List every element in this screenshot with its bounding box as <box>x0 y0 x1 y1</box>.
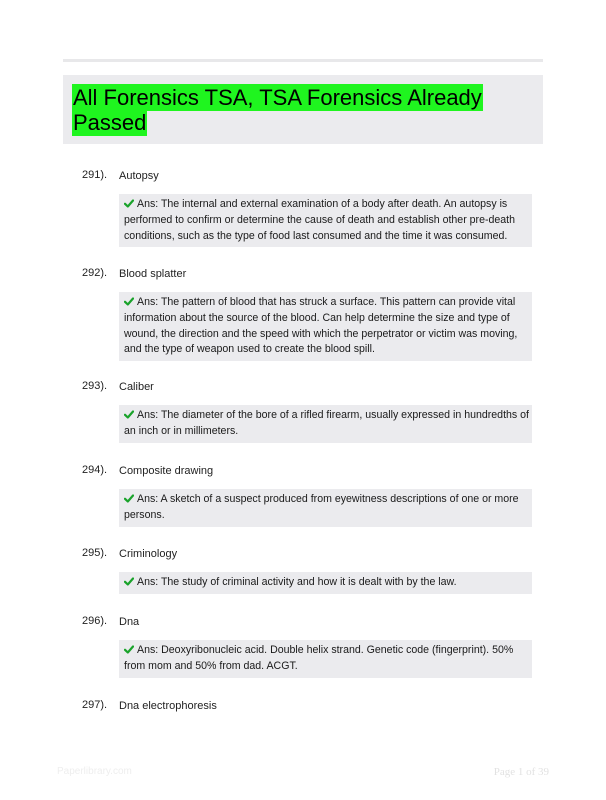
top-divider <box>63 59 543 62</box>
question-term: Criminology <box>119 548 178 560</box>
question-number: 294). <box>82 464 108 476</box>
question-number: 296). <box>82 615 108 627</box>
question-item <box>82 168 534 242</box>
question-term: Dna <box>119 616 140 628</box>
question-term: Dna electrophoresis <box>119 700 217 712</box>
checkmark-icon <box>124 199 134 208</box>
answer-text: Ans: Deoxyribonucleic acid. Double helix strand. Genetic code (fingerprint). 50% from mom and 50% from dad. ACGT. <box>124 644 514 672</box>
question-number: 292). <box>82 267 108 279</box>
page-title: All Forensics TSA, TSA Forensics Already Passed <box>73 85 482 135</box>
answer-text: Ans: The diameter of the bore of a rifled firearm, usually expressed in hundredths of an inch or in millimeters. <box>124 409 529 437</box>
checkmark-icon <box>124 577 134 586</box>
question-item <box>82 266 534 356</box>
question-number: 293). <box>82 380 108 392</box>
question-number: 291). <box>82 169 108 181</box>
question-item <box>82 546 534 588</box>
question-item <box>82 379 534 437</box>
question-item <box>82 698 534 716</box>
answer-box <box>119 640 532 678</box>
answer-box <box>119 194 532 247</box>
question-number: 297). <box>82 699 108 711</box>
answer-box <box>119 489 532 527</box>
question-term: Caliber <box>119 381 154 393</box>
title-banner <box>63 75 543 144</box>
question-term: Autopsy <box>119 170 159 182</box>
question-item <box>82 463 534 521</box>
checkmark-icon <box>124 297 134 306</box>
footer-watermark: Paperlibrary.com <box>57 766 132 777</box>
answer-text: Ans: The pattern of blood that has struck a surface. This pattern can provide vital information about the source of the blood. Can help determine the size and type of wound, the direction and the speed with which the perpetrator or victim was moving, and the type of weapon used to create the blood spill. <box>124 296 518 356</box>
answer-text: Ans: The internal and external examination of a body after death. An autopsy is performed to confirm or determine the cause of death and establish other pre-death conditions, such as the type of food last consumed and the time it was consumed. <box>124 198 516 242</box>
question-term: Blood splatter <box>119 268 187 280</box>
question-term: Composite drawing <box>119 465 214 477</box>
page-number: Page 1 of 39 <box>493 766 549 778</box>
checkmark-icon <box>124 645 134 654</box>
answer-text: Ans: The study of criminal activity and how it is dealt with by the law. <box>137 576 457 588</box>
checkmark-icon <box>124 410 134 419</box>
checkmark-icon <box>124 494 134 503</box>
answer-text: Ans: A sketch of a suspect produced from eyewitness descriptions of one or more persons. <box>124 493 519 521</box>
answer-box <box>119 405 532 443</box>
answer-box <box>119 572 532 594</box>
answer-box <box>119 292 532 361</box>
question-item <box>82 614 534 672</box>
question-number: 295). <box>82 547 108 559</box>
